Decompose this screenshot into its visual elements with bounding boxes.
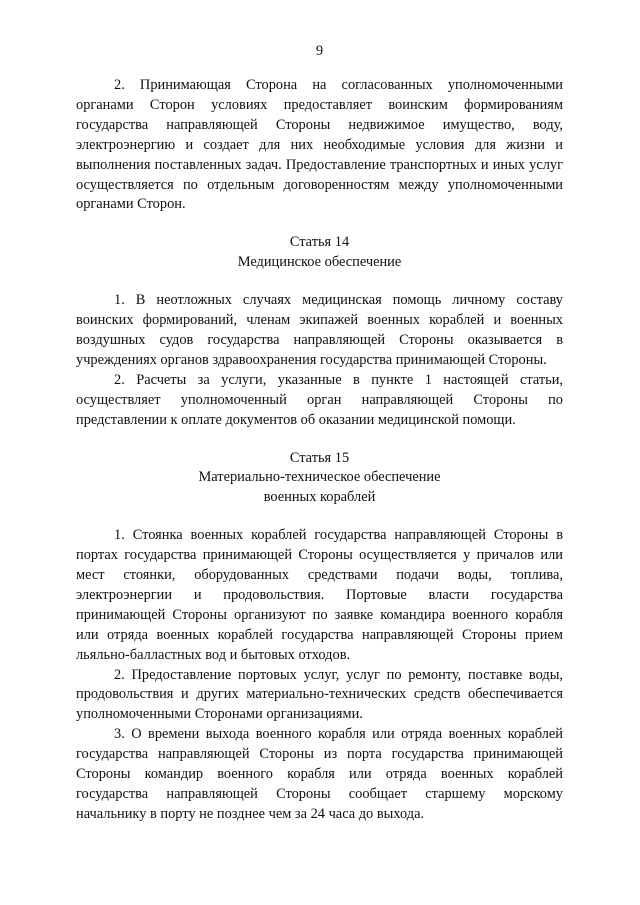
article-14 <box>76 233 563 430</box>
article-title-line-1: Материально-техническое обеспечение <box>198 469 441 486</box>
article-title-line-2: военных кораблей <box>263 489 376 506</box>
paragraph: 2. Принимающая Сторона на согласованных уполномоченными органами Сторон условиях предоставляет воинским формированиям государства направляющей Стороны недвижимое имущество, воду, электроэнергию и создает для них необходимые условия для жизни и выполнения поставленных задач. Предоставление транспортных и иных услуг осуществляется по отдельным договоренностям между уполномоченными органами Сторон. <box>76 77 563 213</box>
paragraph: 1. Стоянка военных кораблей государства направляющей Стороны в портах государства принимающей Стороны осуществляется у причалов или мест стоянки, оборудованных средствами подачи воды, топлива, электроэнергии и продовольствия. Портовые власти государства принимающей Стороны организуют по заявке командира военного корабля или отряда военных кораблей государства направляющей Стороны прием льяльно-балластных вод и бытовых отходов. <box>76 527 563 663</box>
paragraph: 2. Расчеты за услуги, указанные в пункте 1 настоящей статьи, осуществляет уполномоченный орган направляющей Стороны по представлении к оплате документов об оказании медицинской помощи. <box>76 371 563 428</box>
paragraph: 1. В неотложных случаях медицинская помощь личному составу воинских формирований, членам экипажей военных кораблей и военных воздушных судов государства направляющей Стороны оказывается в учреждениях органов здравоохранения государства принимающей Стороны. <box>76 292 563 368</box>
section-continuation <box>76 76 563 215</box>
document-body <box>76 76 563 825</box>
paragraph: 3. О времени выхода военного корабля или отряда военных кораблей государства направляющей Стороны из порта государства принимающей Стороны командир военного корабля или отряда военных кораблей государства направляющей Стороны сообщает старшему морскому начальнику в порту не позднее чем за 24 часа до выхода. <box>76 726 563 822</box>
article-number: Статья 14 <box>289 234 350 251</box>
article-15 <box>76 449 563 825</box>
paragraph: 2. Предоставление портовых услуг, услуг по ремонту, поставке воды, продовольствия и других материально-технических средств обеспечивается уполномоченными Сторонами организациями. <box>76 666 563 723</box>
article-title: Медицинское обеспечение <box>237 254 402 271</box>
article-number: Статья 15 <box>289 449 350 466</box>
page-number: 9 <box>315 43 324 59</box>
